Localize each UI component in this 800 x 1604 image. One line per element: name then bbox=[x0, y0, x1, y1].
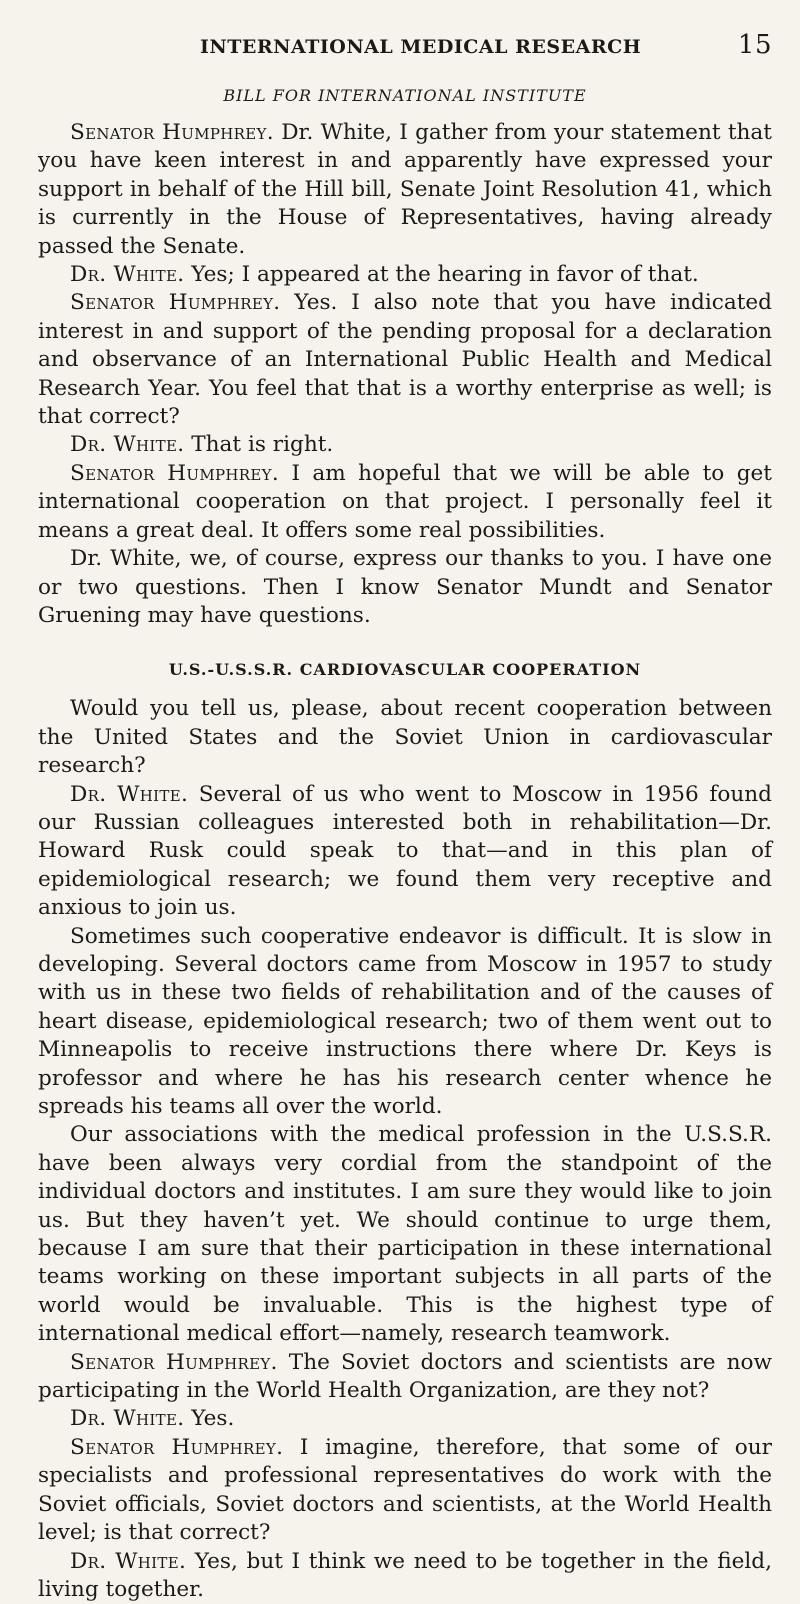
speaker-name: Senator Humphrey. bbox=[70, 120, 274, 145]
running-title: INTERNATIONAL MEDICAL RESEARCH bbox=[200, 36, 641, 58]
paragraph-text: Sometimes such cooperative endeavor is difficult. It is slow in developing. Several doctors came from Moscow in 1957 to study with us in these two fields of rehabilitation and of the causes of heart disease, epidemiological research; two of them went out to Minneapolis to receive instructions there where Dr. Keys is professor and where he has his research center whence he spreads his teams all over the world. bbox=[38, 924, 772, 1119]
paragraph bbox=[38, 923, 772, 1122]
speaker-name: Dr. White. bbox=[70, 1549, 186, 1574]
paragraph bbox=[38, 460, 772, 545]
paragraph-text: I am hopeful that we will be able to get international cooperation on that project. I personally feel it means a great deal. It offers some real possibilities. bbox=[38, 461, 772, 543]
paragraph bbox=[38, 431, 772, 459]
paragraph-text: Yes; I appeared at the hearing in favor of that. bbox=[184, 262, 698, 287]
paragraph bbox=[38, 1405, 772, 1433]
paragraph-text: Yes, but I think we need to be together in the field, living together. bbox=[38, 1549, 772, 1602]
paragraph bbox=[38, 695, 772, 780]
paragraph-text: Yes. I also note that you have indicated interest in and support of the pending proposal for a declaration and observance of an International Public Health and Medical Research Year. You feel that that is a worthy enterprise as well; is that correct? bbox=[38, 290, 772, 429]
speaker-name: Dr. White. bbox=[70, 1406, 184, 1431]
running-header bbox=[200, 30, 772, 60]
paragraph-text: Would you tell us, please, about recent cooperation between the United States and the Soviet Union in cardiovascular research? bbox=[38, 696, 772, 778]
paragraph bbox=[38, 1548, 772, 1604]
speaker-name: Senator Humphrey. bbox=[70, 1350, 278, 1375]
paragraph bbox=[38, 261, 772, 289]
paragraph-block-bill bbox=[38, 119, 772, 630]
speaker-name: Dr. White. bbox=[70, 432, 184, 457]
paragraph bbox=[38, 1434, 772, 1548]
paragraph bbox=[38, 781, 772, 923]
speaker-name: Senator Humphrey. bbox=[70, 461, 279, 486]
paragraph bbox=[38, 289, 772, 431]
paragraph bbox=[38, 1121, 772, 1348]
section-heading-cardiovascular: U.S.-U.S.S.R. CARDIOVASCULAR COOPERATION bbox=[38, 660, 772, 679]
paragraph bbox=[38, 119, 772, 261]
paragraph-text: That is right. bbox=[184, 432, 333, 457]
paragraph bbox=[38, 1349, 772, 1406]
speaker-name: Senator Humphrey. bbox=[70, 290, 280, 315]
section-heading-bill: BILL FOR INTERNATIONAL INSTITUTE bbox=[38, 86, 772, 105]
paragraph-text: Several of us who went to Moscow in 1956 found our Russian colleagues interested both in rehabilitation—Dr. Howard Rusk could speak to that—and in this plan of epidemiological research; we found them very receptive and anxious to join us. bbox=[38, 782, 772, 921]
page-number: 15 bbox=[738, 30, 772, 60]
speaker-name: Dr. White. bbox=[70, 262, 184, 287]
paragraph-text: Dr. White, I gather from your statement that you have keen interest in and apparently have expressed your support in behalf of the Hill bill, Senate Joint Resolution 41, which is currently in the House of Representatives, having already passed the Senate. bbox=[38, 120, 772, 259]
paragraph-block-cardiovascular bbox=[38, 695, 772, 1604]
paragraph bbox=[38, 545, 772, 630]
paragraph-text: The Soviet doctors and scientists are now participating in the World Health Organization, are they not? bbox=[38, 1350, 772, 1403]
paragraph-text: Our associations with the medical profession in the U.S.S.R. have been always very cordial from the standpoint of the individual doctors and institutes. I am sure they would like to join us. But they haven’t yet. We should continue to urge them, because I am sure that their participation in these international teams working on these important subjects in all parts of the world would be invaluable. This is the highest type of international medical effort—namely, research teamwork. bbox=[38, 1122, 772, 1346]
speaker-name: Senator Humphrey. bbox=[70, 1435, 283, 1460]
paragraph-text: I imagine, therefore, that some of our specialists and professional representatives do work with the Soviet officials, Soviet doctors and scientists, at the World Health level; is that correct? bbox=[38, 1435, 772, 1545]
paragraph-text: Dr. White, we, of course, express our thanks to you. I have one or two questions. Then I know Senator Mundt and Senator Gruening may have questions. bbox=[38, 546, 772, 628]
speaker-name: Dr. White. bbox=[70, 782, 188, 807]
paragraph-text: Yes. bbox=[184, 1406, 234, 1431]
